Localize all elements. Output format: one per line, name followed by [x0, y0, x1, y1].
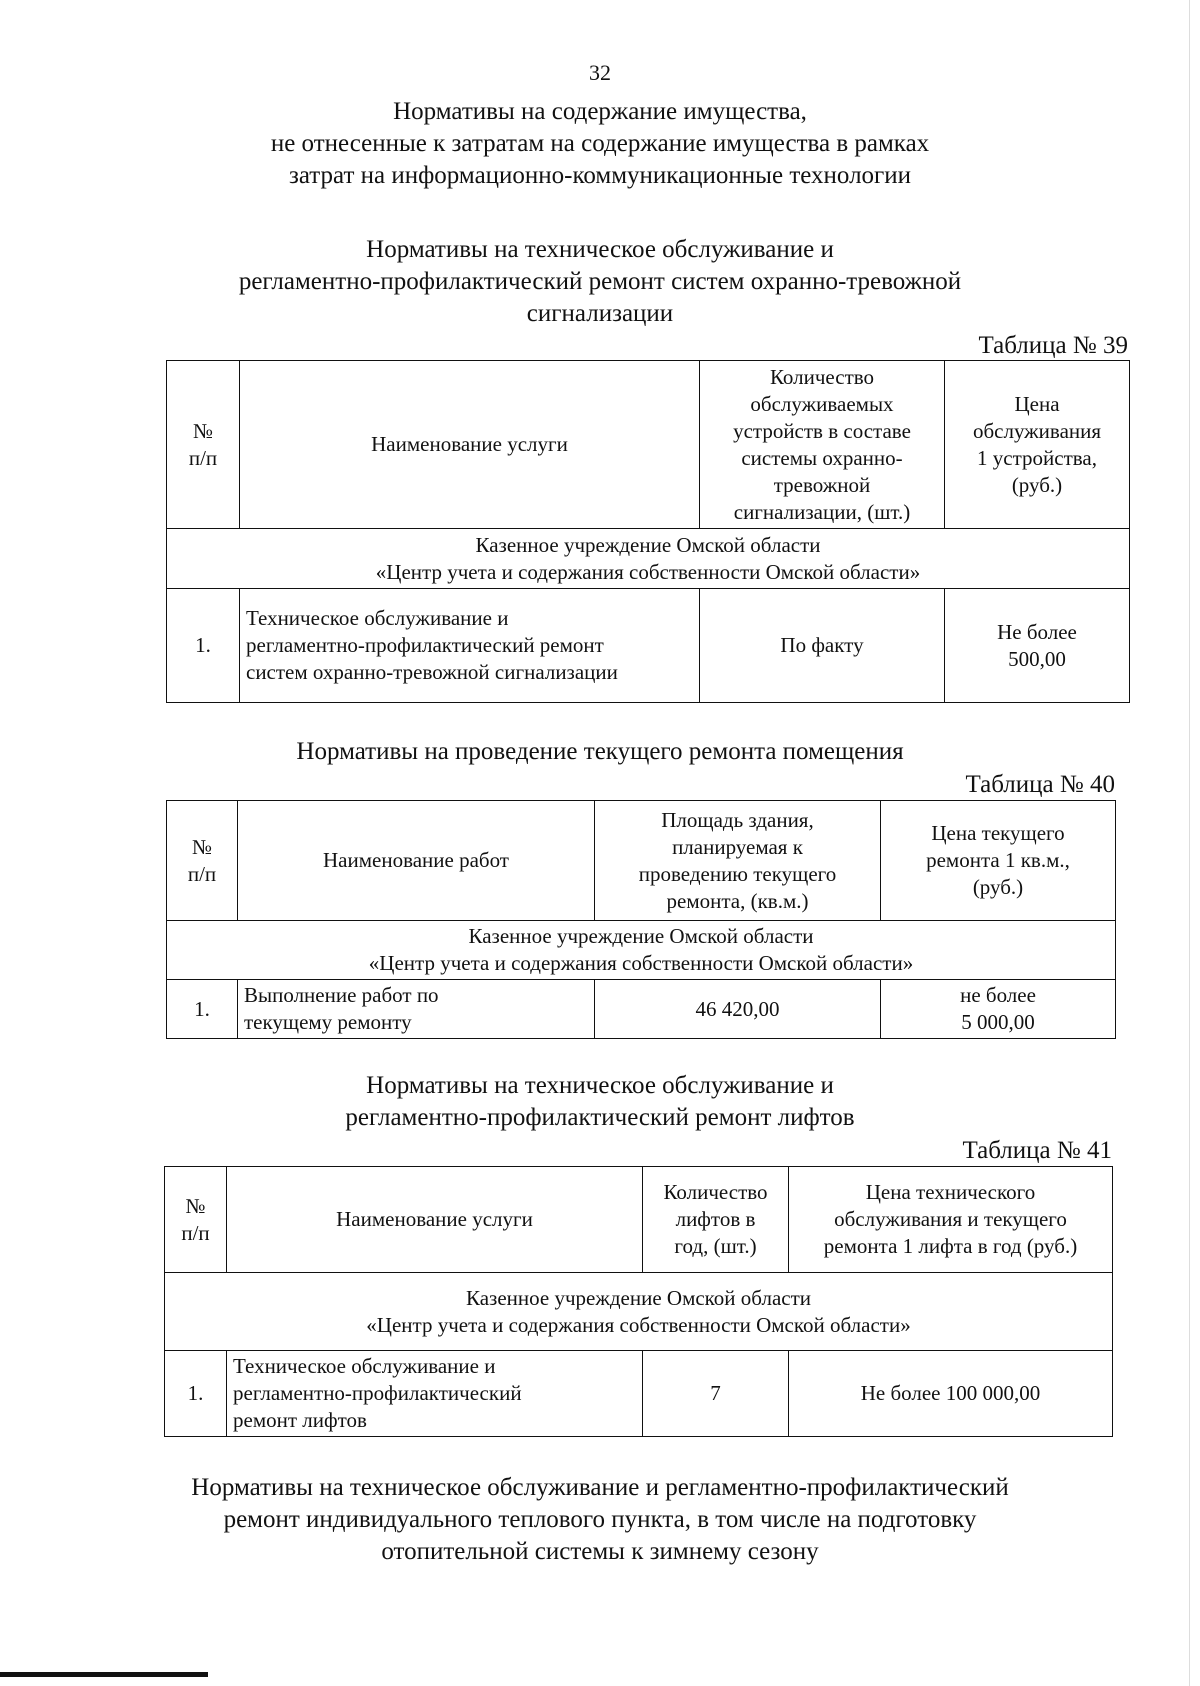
- row-quantity: По факту: [700, 589, 945, 703]
- table-label-39: Таблица № 39: [978, 332, 1128, 359]
- col-header-work-name: Наименование работ: [238, 801, 595, 921]
- col-header-number: № п/п: [165, 1167, 227, 1273]
- table-row: [167, 589, 1130, 703]
- table-header-row: [165, 1167, 1113, 1273]
- heading-line: регламентно-профилактический ремонт лифтов: [345, 1104, 855, 1131]
- table-41: [164, 1166, 1113, 1437]
- main-heading: [100, 96, 1100, 192]
- row-number: 1.: [165, 1351, 227, 1437]
- heading-line: Нормативы на техническое обслуживание и: [366, 236, 834, 263]
- heading-line: затрат на информационно-коммуникационные технологии: [288, 162, 912, 189]
- table-label-41: Таблица № 41: [962, 1137, 1112, 1164]
- table-40: [166, 800, 1116, 1039]
- table-header-row: [167, 361, 1130, 529]
- heading-line: сигнализации: [526, 300, 674, 327]
- scan-edge: [1189, 0, 1190, 1686]
- row-service-name: Техническое обслуживание и регламентно-профилактический ремонт лифтов: [227, 1351, 643, 1437]
- table-39: [166, 360, 1130, 703]
- heading-line: не отнесенные к затратам на содержание имущества в рамках: [270, 130, 930, 157]
- row-price: Не более 100 000,00: [789, 1351, 1113, 1437]
- col-header-device-count: Количество обслуживаемых устройств в составе системы охранно- тревожной сигнализации, (шт.): [700, 361, 945, 529]
- table-row: [167, 980, 1116, 1039]
- heading-line: Нормативы на техническое обслуживание и: [366, 1072, 834, 1099]
- heading-line: ремонт индивидуального теплового пункта, в том числе на подготовку: [223, 1506, 977, 1533]
- row-number: 1.: [167, 589, 240, 703]
- institution-row: [165, 1273, 1113, 1351]
- section-heading-heating-point: [100, 1472, 1100, 1568]
- institution-name: Казенное учреждение Омской области «Центр учета и содержания собственности Омской области»: [165, 1273, 1113, 1351]
- row-price: не более 5 000,00: [881, 980, 1116, 1039]
- institution-name: Казенное учреждение Омской области «Центр учета и содержания собственности Омской области»: [167, 921, 1116, 980]
- table-label-40: Таблица № 40: [965, 771, 1115, 798]
- col-header-price: Цена обслуживания 1 устройства, (руб.): [945, 361, 1130, 529]
- section-heading-alarm: [100, 234, 1100, 330]
- heading-line: регламентно-профилактический ремонт систем охранно-тревожной: [238, 268, 962, 295]
- row-number: 1.: [167, 980, 238, 1039]
- heading-line: Нормативы на содержание имущества,: [393, 98, 807, 125]
- row-price: Не более 500,00: [945, 589, 1130, 703]
- row-service-name: Техническое обслуживание и регламентно-профилактический ремонт систем охранно-тревожной сигнализации: [240, 589, 700, 703]
- heading-line: отопительной системы к зимнему сезону: [381, 1538, 819, 1565]
- col-header-number: № п/п: [167, 801, 238, 921]
- heading-line: Нормативы на техническое обслуживание и регламентно-профилактический: [191, 1474, 1009, 1501]
- institution-row: [167, 921, 1116, 980]
- row-quantity: 7: [643, 1351, 789, 1437]
- table-row: [165, 1351, 1113, 1437]
- col-header-service-name: Наименование услуги: [240, 361, 700, 529]
- institution-row: [167, 529, 1130, 589]
- row-work-name: Выполнение работ по текущему ремонту: [238, 980, 595, 1039]
- institution-name: Казенное учреждение Омской области «Центр учета и содержания собственности Омской области»: [167, 529, 1130, 589]
- table-header-row: [167, 801, 1116, 921]
- col-header-price: Цена технического обслуживания и текущего ремонта 1 лифта в год (руб.): [789, 1167, 1113, 1273]
- section-heading-elevators: [100, 1070, 1100, 1134]
- col-header-area: Площадь здания, планируемая к проведению текущего ремонта, (кв.м.): [595, 801, 881, 921]
- row-area: 46 420,00: [595, 980, 881, 1039]
- scan-edge-mark: [0, 1672, 208, 1677]
- heading-line: Нормативы на проведение текущего ремонта помещения: [296, 738, 904, 765]
- col-header-elevator-count: Количество лифтов в год, (шт.): [643, 1167, 789, 1273]
- section-heading-repair: [100, 736, 1100, 768]
- col-header-number: № п/п: [167, 361, 240, 529]
- col-header-price: Цена текущего ремонта 1 кв.м., (руб.): [881, 801, 1116, 921]
- col-header-service-name: Наименование услуги: [227, 1167, 643, 1273]
- page-number: 32: [589, 60, 611, 85]
